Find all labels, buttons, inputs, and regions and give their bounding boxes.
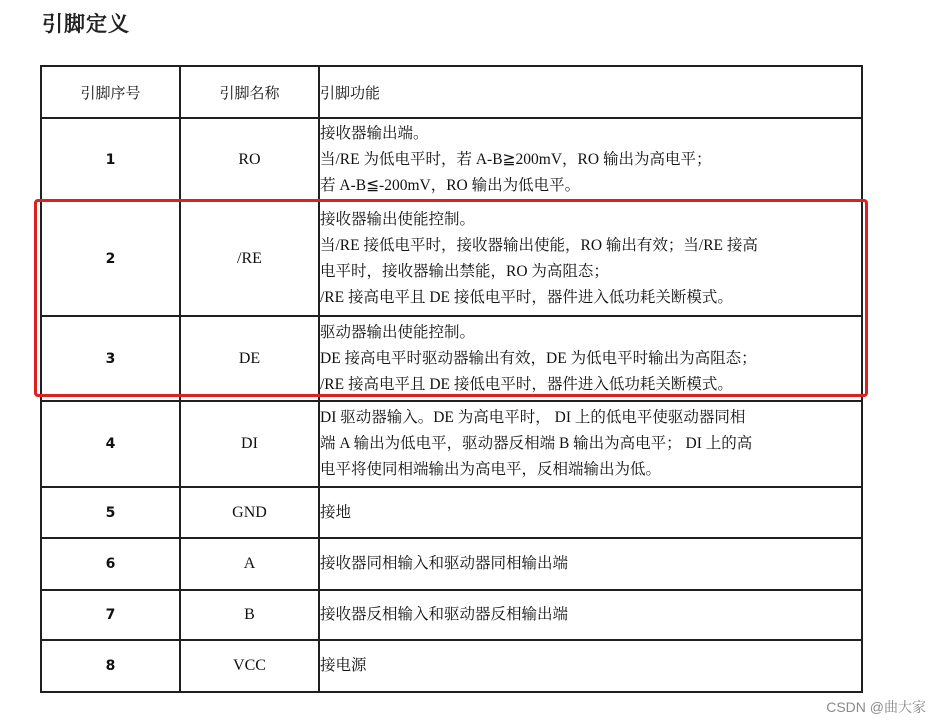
header-pin-number: 引脚序号 (41, 66, 180, 118)
function-line: DE 接高电平时驱动器输出有效，DE 为低电平时输出为高阻态； (320, 349, 757, 367)
highlight-box (34, 199, 868, 397)
watermark: CSDN @曲大家 (826, 699, 926, 715)
pin-number: 6 (41, 538, 180, 590)
pin-name: A (180, 538, 319, 590)
function-line: 接收器输出端。 (320, 124, 429, 142)
pin-number: 5 (41, 487, 180, 538)
pin-name: B (180, 590, 319, 640)
function-line: /RE 接高电平且 DE 接低电平时，器件进入低功耗关断模式。 (320, 375, 733, 393)
function-line: 接收器反相输入和驱动器反相输出端 (320, 606, 569, 623)
function-line: 接收器输出使能控制。 (320, 210, 476, 228)
pin-name: /RE (180, 201, 319, 316)
function-line: 当/RE 接低电平时，接收器输出使能，RO 输出有效；当/RE 接高 (320, 236, 758, 254)
pin-name: VCC (180, 640, 319, 692)
page-heading: 引脚定义 (42, 12, 130, 36)
function-line: /RE 接高电平且 DE 接低电平时，器件进入低功耗关断模式。 (320, 288, 733, 306)
pin-number: 8 (41, 640, 180, 692)
function-line: 端 A 输出为低电平，驱动器反相端 B 输出为高电平； DI 上的高 (320, 435, 753, 452)
pin-name: RO (180, 118, 319, 201)
pin-number: 7 (41, 590, 180, 640)
pin-name: DI (180, 401, 319, 487)
function-line: 电平将使同相端输出为高电平，反相端输出为低。 (320, 461, 662, 478)
pin-function (319, 538, 862, 590)
function-line: DI 驱动器输入。DE 为高电平时， DI 上的低电平使驱动器同相 (320, 409, 746, 426)
function-line: 接电源 (320, 657, 367, 674)
header-pin-name: 引脚名称 (180, 66, 319, 118)
function-line: 驱动器输出使能控制。 (320, 323, 476, 341)
pin-function (319, 401, 862, 487)
pin-number: 3 (41, 316, 180, 401)
table-header-row (41, 66, 862, 118)
pin-function (319, 487, 862, 538)
pin-function (319, 640, 862, 692)
table-row (41, 487, 862, 538)
pin-number: 1 (41, 118, 180, 201)
pin-name: GND (180, 487, 319, 538)
function-line: 接收器同相输入和驱动器同相输出端 (320, 555, 569, 572)
function-line: 电平时，接收器输出禁能，RO 为高阻态； (320, 262, 609, 280)
function-line: 当/RE 为低电平时，若 A-B≧200mV，RO 输出为高电平； (320, 150, 712, 168)
function-line: 接地 (320, 503, 352, 521)
header-pin-function: 引脚功能 (319, 66, 862, 118)
pin-function (319, 118, 862, 201)
table-row (41, 401, 862, 487)
table-row (41, 538, 862, 590)
function-line: 若 A-B≦-200mV，RO 输出为低电平。 (320, 176, 581, 194)
table-row (41, 590, 862, 640)
table-row (41, 118, 862, 201)
pin-number: 2 (41, 201, 180, 316)
pin-function (319, 590, 862, 640)
table-row (41, 640, 862, 692)
pin-number: 4 (41, 401, 180, 487)
pin-name: DE (180, 316, 319, 401)
